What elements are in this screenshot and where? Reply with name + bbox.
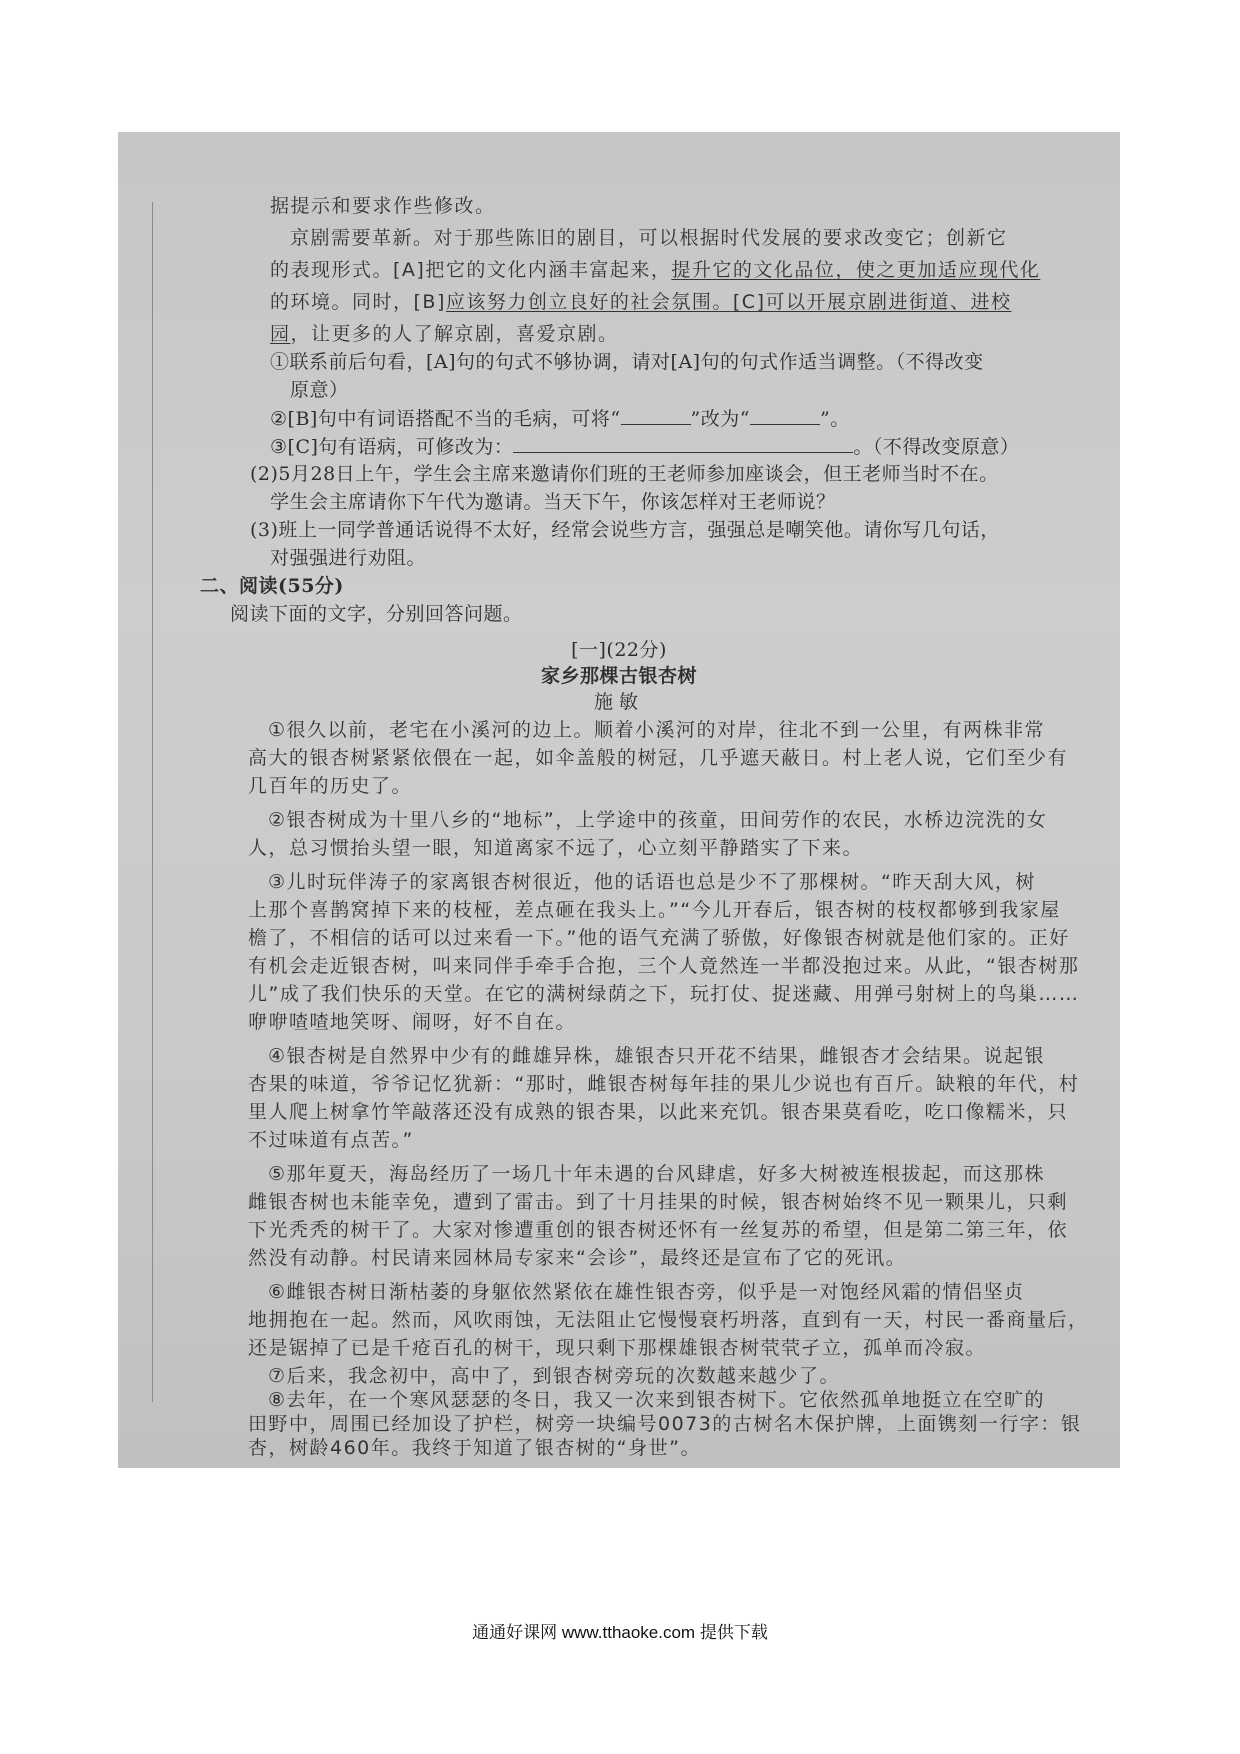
passage-line (270, 322, 619, 346)
sentence-c: [C]可以开展京剧进街道、进校 (732, 291, 1012, 313)
answer-blank[interactable] (513, 434, 853, 453)
question-3-note: 。（不得改变原意） (853, 436, 1020, 458)
article-paragraph-line: 然没有动静。村民请来园林局专家来“会诊”，最终还是宣布了它的死讯。 (248, 1247, 907, 1269)
question-2-text-c: ”。 (819, 408, 850, 430)
section-2-title: 二、阅读(55分) (200, 575, 344, 597)
underlined-text: 提升它的文化品位，使之更加适应现代化 (671, 259, 1041, 281)
article-paragraph-line: 上那个喜鹊窝掉下来的枝桠，差点砸在我头上。”“今儿开春后，银杏树的枝杈都够到我家屋 (248, 899, 1061, 921)
article-paragraph-line: 儿”成了我们快乐的天堂。在它的满树绿荫之下，玩打仗、捉迷藏、用弹弓射树上的鸟巢…… (248, 983, 1080, 1005)
article-paragraph-line: ⑤那年夏天，海岛经历了一场几十年未遇的台风肆虐，好多大树被连根拔起，而这那株 (268, 1163, 1046, 1185)
article-paragraph-line: 下光秃秃的树干了。大家对惨遭重创的银杏树还怀有一丝复苏的希望，但是第二第三年，依 (248, 1219, 1069, 1241)
article-paragraph-line: 田野中，周围已经加设了护栏，树旁一块编号0073的古树名木保护牌，上面镌刻一行字：银 (248, 1413, 1082, 1435)
article-paragraph-line: 人，总习惯抬头望一眼，知道离家不远了，心立刻平静踏实了下来。 (248, 837, 864, 859)
article-paragraph-line: ⑦后来，我念初中，高中了，到银杏树旁玩的次数越来越少了。 (268, 1365, 841, 1387)
article-paragraph-line: 杏，树龄460年。我终于知道了银杏树的“身世”。 (248, 1437, 701, 1459)
sentence-a: 的表现形式。[A]把它的文化内涵丰富起来， (270, 259, 672, 281)
article-paragraph-line: 有机会走近银杏树，叫来同伴手牵手合抱，三个人竟然连一半都没抱过来。从此，“银杏树那 (248, 955, 1080, 977)
question-4: (2)5月28日上午，学生会主席来邀请你们班的王老师参加座谈会，但王老师当时不在。 (250, 463, 999, 485)
passage-line (270, 258, 1040, 282)
question-2-text-a: ②[B]句中有词语搭配不当的毛病，可将“ (270, 408, 621, 430)
question-4-cont: 学生会主席请你下午代为邀请。当天下午，你该怎样对王老师说？ (270, 491, 836, 513)
article-paragraph-line: ③儿时玩伴涛子的家离银杏树很近，他的话语也总是少不了那棵树。“昨天刮大风，树 (268, 871, 1036, 893)
sentence-b-label: 的环境。同时，[B] (270, 291, 446, 313)
article-paragraph-line: 不过味道有点苦。” (248, 1129, 414, 1151)
question-2-text-b: ”改为“ (690, 408, 750, 430)
question-3-text: ③[C]句有语病，可修改为： (270, 436, 514, 458)
sentence-tail: ，让更多的人了解京剧，喜爱京剧。 (290, 323, 619, 345)
article-paragraph-line: 高大的银杏树紧紧依偎在一起，如伞盖般的树冠，几乎遮天蔽日。村上老人说，它们至少有 (248, 747, 1069, 769)
article-paragraph-line: ⑧去年，在一个寒风瑟瑟的冬日，我又一次来到银杏树下。它依然孤单地挺立在空旷的 (268, 1389, 1046, 1411)
scanned-exam-page-photo (118, 132, 1120, 1468)
question-3 (270, 434, 1019, 459)
article-paragraph-line: ②银杏树成为十里八乡的“地标”，上学途中的孩童，田间劳作的农民，水桥边浣洗的女 (268, 809, 1048, 831)
article-paragraph-line: 地拥抱在一起。然而，风吹雨蚀，无法阻止它慢慢衰朽坍落，直到有一天，村民一番商量后， (248, 1309, 1089, 1331)
section-intro: 据提示和要求作些修改。 (270, 195, 496, 217)
part-label: [一](22分) (571, 639, 667, 661)
article-title: 家乡那棵古银杏树 (540, 665, 697, 687)
sentence-c-end: 园 (270, 323, 291, 345)
article-paragraph-line: 咿咿喳喳地笑呀、闹呀，好不自在。 (248, 1011, 577, 1033)
question-2 (270, 406, 850, 431)
article-paragraph-line: 里人爬上树拿竹竿敲落还没有成熟的银杏果，以此来充饥。银杏果莫看吃，吃口像糯米，只 (248, 1101, 1069, 1123)
article-author: 施敏 (593, 691, 644, 713)
article-paragraph-line: ④银杏树是自然界中少有的雌雄异株，雄银杏只开花不结果，雌银杏才会结果。说起银 (268, 1045, 1046, 1067)
article-paragraph-line: ⑥雌银杏树日渐枯萎的身躯依然紧依在雄性银杏旁，似乎是一对饱经风霜的情侣坚贞 (268, 1281, 1025, 1303)
article-paragraph-line: ①很久以前，老宅在小溪河的边上。顺着小溪河的对岸，往北不到一公里，有两株非常 (268, 719, 1046, 741)
question-1-note: 原意） (290, 379, 349, 401)
answer-blank[interactable] (621, 406, 691, 425)
site-download-footer: 通通好课网 www.tthaoke.com 提供下载 (472, 1623, 768, 1642)
article-paragraph-line: 几百年的历史了。 (248, 775, 413, 797)
answer-blank[interactable] (750, 406, 820, 425)
question-5: (3)班上一同学普通话说得不太好，经常会说些方言，强强总是嘲笑他。请你写几句话， (250, 519, 1000, 541)
article-paragraph-line: 杏果的味道，爷爷记忆犹新：“那时，雌银杏树每年挂的果儿少说也有百斤。缺粮的年代，村 (248, 1073, 1080, 1095)
article-paragraph-line: 檐了，不相信的话可以过来看一下。”他的语气充满了骄傲，好像银杏树就是他们家的。正好 (248, 927, 1070, 949)
question-5-cont: 对强强进行劝阻。 (270, 547, 427, 569)
article-paragraph-line: 雌银杏树也未能幸免，遭到了雷击。到了十月挂果的时候，银杏树始终不见一颗果儿，只剩 (248, 1191, 1069, 1213)
passage-line (270, 290, 1011, 314)
section-2-intro: 阅读下面的文字，分别回答问题。 (230, 603, 523, 625)
question-1: ①联系前后句看，[A]句的句式不够协调，请对[A]句的句式作适当调整。（不得改变 (270, 351, 984, 373)
article-paragraph-line: 还是锯掉了已是千疮百孔的树干，现只剩下那棵雄银杏树茕茕孑立，孤单而冷寂。 (248, 1337, 987, 1359)
passage-line: 京剧需要革新。对于那些陈旧的剧目，可以根据时代发展的要求改变它；创新它 (290, 227, 1008, 249)
sentence-b: 应该努力创立良好的社会氛围。 (445, 291, 733, 313)
